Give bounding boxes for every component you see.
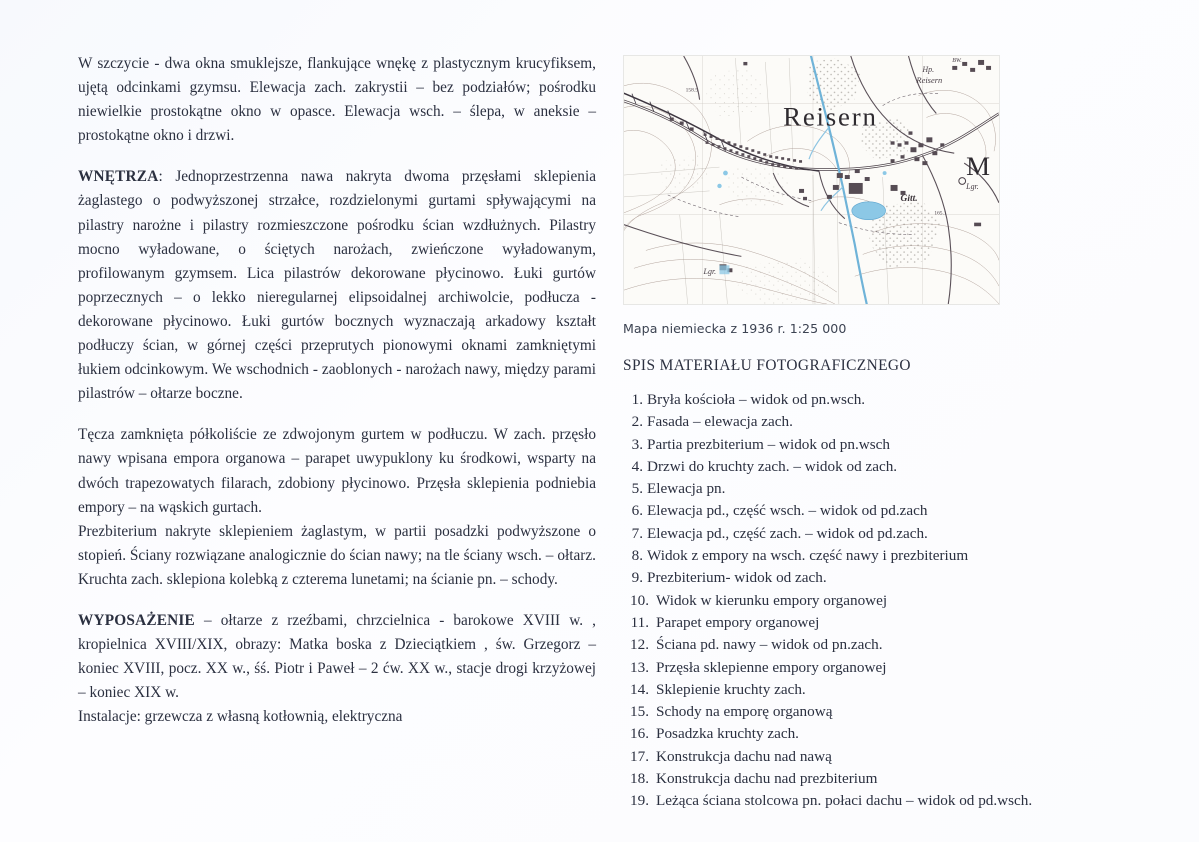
list-item-number: 18. — [630, 770, 649, 788]
list-item-number: 8. — [631, 547, 643, 565]
paragraph-wnetrza-text: : Jednoprzestrzenna nawa nakryta dwoma przęsłami sklepienia żaglastego o podwyższonej strzałce, rozdzielonymi gurtami spływającymi na pilastry narożne i pilastry rozmieszczone pośrodku ścian wzdłużnych. Pilastry mocno wyładowane, o ściętych narożach, zwieńczone wyładowanym, profilowanym gzymsem. Lica pilastrów dekorowane płycinowo. Łuki gurtów poprzecznych – o lekko nieregularnej elipsoidalnej archiwolcie, podłucza - dekorowane płycinowo. Łuki gurtów bocznych wyznaczają arkadowy kształt podłuczy ścian, w górnej części przeprutych pionowymi oknami zamkniętymi łukiem odcinkowym. We wschodnich - zaoblonych - narożach nawy, między parami pilastrów – ołtarze boczne. — [78, 168, 596, 403]
list-item-text: Bryła kościoła – widok od pn.wsch. — [647, 391, 866, 408]
list-item-text: Konstrukcja dachu nad prezbiterium — [656, 770, 878, 788]
list-item-number: 4. — [631, 457, 643, 475]
paragraph-szczyt-text: W szczycie - dwa okna smuklejsze, flankujące wnękę z plastycznym krucyfiksem, ujętą odcinkami gzymsu. Elewacja zach. zakrystii – bez podziałów; pośrodku niewielkie prostokątne okno w opasce. Elewacja wsch. – ślepa, w aneksie – prostokątne okno i drzwi. — [78, 55, 596, 145]
list-item-text: Elewacja pd., część wsch. – widok od pd.zach — [647, 502, 928, 520]
list-item-number: 1. — [631, 391, 643, 408]
list-item-text: Konstrukcja dachu nad nawą — [656, 747, 832, 765]
list-item-number: 9. — [631, 569, 643, 587]
list-item-number: 10. — [630, 591, 649, 609]
list-item — [623, 567, 1023, 589]
list-item-number: 3. — [631, 435, 643, 453]
svg-text:165.1: 165.1 — [934, 210, 947, 217]
list-item — [623, 434, 1023, 456]
paragraph-prezbiterium — [78, 520, 596, 592]
list-item-text: Widok z empory na wsch. część nawy i prezbiterium — [647, 547, 969, 565]
historical-map-image — [623, 55, 1000, 305]
list-item-number: 5. — [631, 480, 643, 498]
paragraph-wyposazenie-lead: WYPOSAŻENIE — [78, 611, 195, 629]
list-item — [623, 411, 1023, 433]
list-item-text: Fasada – elewacja zach. — [647, 413, 793, 431]
right-column — [623, 55, 1033, 813]
paragraph-wyposazenie-text: – ołtarze z rzeźbami, chrzcielnica - barokowe XVIII w. , kropielnica XVIII/XIX, obrazy: Matka boska z Dzieciątkiem , św. Grzegorz – koniec XVIII, pocz. XX w., śś. Piotr i Paweł – 2 ćw. XX w., stacje drogi krzyżowej – koniec XIX w. — [78, 611, 596, 702]
paragraph-szczyt — [78, 52, 596, 148]
paragraph-instalacje-text: Instalacje: grzewcza z własną kotłownią, elektryczna — [78, 708, 403, 726]
paragraph-wnetrza — [78, 165, 596, 406]
list-item — [623, 500, 1023, 522]
list-item-text: Prezbiterium- widok od zach. — [647, 569, 827, 587]
paragraph-wnetrza-lead: WNĘTRZA — [78, 168, 159, 186]
list-item — [623, 590, 1023, 612]
list-item — [623, 478, 1023, 500]
photo-section-heading: SPIS MATERIAŁU FOTOGRAFICZNEGO — [623, 357, 911, 374]
list-item-number: 17. — [630, 747, 649, 765]
list-item — [623, 523, 1023, 545]
list-item-text: Widok w kierunku empory organowej — [656, 591, 888, 609]
list-item-text: Elewacja pd., część zach. – widok od pd.zach. — [647, 524, 928, 542]
list-item-text: Parapet empory organowej — [656, 613, 820, 631]
list-item — [623, 701, 1023, 723]
list-item — [623, 790, 1033, 812]
list-item-number: 11. — [630, 613, 649, 631]
list-item — [623, 723, 1023, 745]
paragraph-prezbiterium-text: Prezbiterium nakryte sklepieniem żaglastym, w partii posadzki podwyższone o stopień. Ściany rozwiązane analogicznie do ścian nawy; na tle ściany wsch. – ołtarz. Kruchta zach. sklepiona kolebką z czterema lunetami; na ścianie pn. – schody. — [78, 522, 596, 588]
svg-text:BW.: BW. — [952, 57, 962, 64]
list-item-text: Posadzka kruchty zach. — [656, 725, 799, 743]
list-item — [623, 612, 1023, 634]
svg-text:Reisern: Reisern — [916, 74, 943, 85]
list-item-number: 2. — [631, 413, 643, 431]
list-item — [623, 679, 1023, 701]
left-text-column — [78, 52, 596, 746]
list-item — [623, 545, 1023, 567]
list-item-text: Sklepienie kruchty zach. — [656, 680, 806, 698]
list-item — [623, 634, 1023, 656]
list-item-text: Elewacja pn. — [647, 480, 726, 498]
list-item-number: 6. — [631, 502, 643, 520]
list-item-number: 14. — [630, 680, 649, 698]
map-caption: Mapa niemiecka z 1936 r. 1:25 000 — [623, 321, 847, 336]
list-item — [623, 657, 1023, 679]
paragraph-instalacje — [78, 705, 596, 729]
svg-text:Hp.: Hp. — [922, 64, 935, 74]
paragraph-tecza — [78, 423, 596, 519]
list-item-text: Schody na emporę organową — [656, 703, 833, 721]
svg-text:Reisern: Reisern — [783, 101, 878, 132]
list-item-number: 13. — [630, 658, 649, 676]
paragraph-wyposazenie — [78, 609, 596, 705]
list-item-number: 16. — [630, 725, 649, 743]
list-item — [623, 746, 1023, 768]
list-item-text: Ściana pd. nawy – widok od pn.zach. — [656, 636, 883, 654]
list-item — [623, 389, 1023, 411]
list-item — [623, 768, 1023, 790]
list-item-text: Leżąca ściana stolcowa pn. połaci dachu – widok od pd.wsch. — [656, 792, 1033, 810]
svg-text:158.5: 158.5 — [685, 87, 698, 94]
list-item — [623, 456, 1023, 478]
list-item-text: Przęsła sklepienne empory organowej — [656, 658, 887, 676]
svg-text:Gitt.: Gitt. — [900, 193, 918, 204]
list-item-number: 12. — [630, 636, 649, 654]
list-item-text: Partia prezbiterium – widok od pn.wsch — [647, 435, 890, 453]
list-item-number: 7. — [631, 524, 643, 542]
paragraph-tecza-text: Tęcza zamknięta półkoliście ze zdwojonym gurtem w podłuczu. W zach. przęsło nawy wpisana empora organowa – parapet uwypuklony ku środkowi, wsparty na dwóch trapezowatych filarach, zdobiony płycinowo. Przęsła sklepienia podniebia empory – na wąskich gurtach. — [78, 426, 596, 516]
list-item-number: 19. — [630, 792, 649, 810]
list-item-number: 15. — [630, 703, 649, 721]
list-item-text: Drzwi do kruchty zach. – widok od zach. — [647, 457, 898, 475]
svg-text:M: M — [966, 151, 992, 182]
svg-text:Lgr.: Lgr. — [703, 267, 717, 277]
photo-material-list — [623, 389, 1033, 813]
map-graphic — [624, 56, 999, 304]
svg-text:Lgr.: Lgr. — [966, 181, 979, 191]
